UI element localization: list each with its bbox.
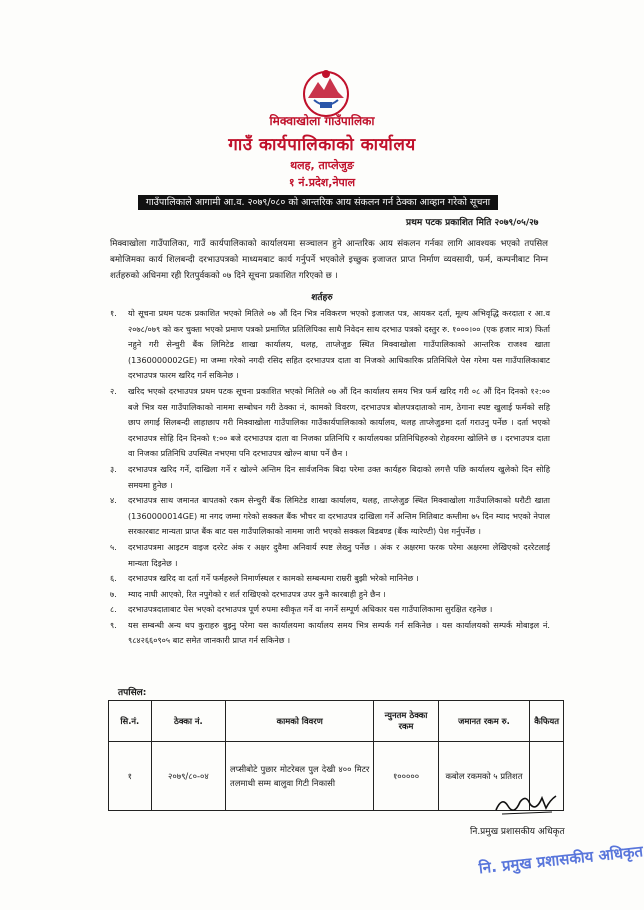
- condition-number: ७.: [110, 588, 117, 599]
- signature-icon: [492, 788, 562, 818]
- condition-number: १.: [110, 308, 117, 318]
- address-line-2: १ नं.प्रदेश,नेपाल: [288, 176, 356, 189]
- cell-min-amount: १०००००: [374, 742, 438, 811]
- condition-item: [110, 618, 550, 649]
- condition-text: यस सम्बन्धी अन्य थप कुराहरु बुझ्नु परेमा यस कार्यालयमा कार्यालय समय भित्र सम्पर्क गर्न सकिनेछ । यस कार्यालयको सम्पर्क मोबाइल नं. ९८४२६६०९०५ बाट समेत जानकारी प्राप्त गर्न सकिनेछ ।: [128, 619, 550, 646]
- condition-item: [110, 587, 550, 603]
- condition-item: [110, 306, 550, 384]
- condition-text: खरिद भएको दरभाउपत्र प्रथम पटक सूचना प्रकाशित भएको मितिले ०७ औं दिन कार्यालय समय भित्र फर्म खरिद गरी ०८ औं दिन दिनको १२:०० बजे भित्र यस गाउँपालिकाको नाममा सम्बोधन गरी ठेक्का नं, कामको विवरण, दरभाउपत्र बोलपत्रदाताको नाम, ठेगाना स्पष्ट खुलाई फर्मको सहि छाप लगाई सिलबन्दी लाहाछाप गरी मिक्वाखोला गाउँपालिका गाउँकार्यपालिकाको कार्यालय, थलह ताप्लेजुङमा दर्ता गराउनु पर्नेछ । दर्ता भएको दरभाउपत्र सोहि दिन दिनको १:०० बजे दरभाउपत्र दाता वा निजका प्रतिनिधि र कार्यालयका प्रतिनिधिहरुको रोहवरमा खोलिने छ । दरभाउपत्र दाता वा निजका प्रतिनिधि उपस्थित नभएमा पनि दरभाउपत्र खोल्न बाधा पर्ने छैन ।: [128, 385, 550, 459]
- nepal-emblem-icon: [300, 66, 352, 118]
- condition-text: दरभाउपत्रदाताबाट पेस भएको दरभाउपत्र पूर्ण रुपमा स्वीकृत गर्ने वा नगर्ने सम्पूर्ण अधिकार यस गाउँपालिकामा सुरक्षित रहनेछ ।: [128, 604, 493, 615]
- condition-number: ४.: [110, 495, 117, 506]
- cell-serial: १: [109, 742, 152, 811]
- signer-title: नि.प्रमुख प्रशासकीय अधिकृत: [470, 827, 565, 837]
- address-line-1: थलह, ताप्लेजुङ: [290, 159, 354, 172]
- condition-item: [110, 540, 550, 571]
- condition-number: ९.: [110, 619, 117, 630]
- condition-number: ५.: [110, 541, 117, 552]
- col-deposit: जमानत रकम रु.: [438, 701, 530, 742]
- condition-text: दरभाउपत्र खरिद वा दर्ता गर्ने फर्महरुले निमार्णस्थल र कामको सम्बन्धमा राम्ररी बुझी भरेको मानिनेछ ।: [128, 573, 419, 584]
- condition-item: [110, 493, 550, 540]
- condition-text: दरभाउपत्रमा आइटम वाइज दररेट अंक र अक्षर दुवैमा अनिवार्य स्पष्ट लेख्नु पर्नेछ । अंक र अक्षरमा फरक परेमा अक्षरमा लेखिएको दररेटलाई मान्यता दिइनेछ ।: [128, 541, 550, 568]
- condition-number: २.: [110, 385, 117, 396]
- notice-title: गाउँपालिकाले आगामी आ.व. २०७९/०८० को आन्तरिक आय संकलन गर्न ठेक्का आव्हान गरेको सूचना: [138, 195, 498, 210]
- conditions-list: [110, 306, 550, 649]
- condition-text: यो सूचना प्रथम पटक प्रकाशित भएको मितिले ०७ औं दिन भित्र नविकरण भएको इजाजत पत्र, आयकर दर्ता, मूल्य अभिवृद्धि करदाता र आ.व २०७८/०७९ को कर चुक्ता भएको प्रमाण पत्रको प्रमाणित प्रतिलिपिका साथै निवेदन साथ दरभाउ पत्रको दस्तुर रु. १०००।०० (एक हजार मात्र) फिर्ता नहुने गरी सेन्चुरी बैंक लिमिटेड शाखा कार्यालय, थलह, ताप्लेजुङ स्थित मिक्वाखोला गाउँपालिकाको आन्तरिक राजश्व खाता (1360000002GE) मा जम्मा गरेको नगदी रसिद सहित दरभाउपत्र दाता वा निजको आधिकारिक प्रतिनिधिले पेस गरेमा यस गाउँपालिकाबाट दरभाउपत्र फारम खरिद गर्न सकिनेछ ।: [128, 308, 550, 381]
- col-remarks: कैफियत: [530, 701, 564, 742]
- published-date: प्रथम पटक प्रकाशित मिति २०७९/०५/२७: [406, 218, 539, 228]
- condition-text: दरभाउपत्र खरिद गर्ने, दाखिला गर्ने र खोल्ने अन्तिम दिन सार्वजनिक बिदा परेमा उक्त कार्यहरु बिदाको लगत्तै पछि कार्यालय खुलेको दिन सोहि समयमा हुनेछ ।: [128, 463, 550, 490]
- cell-description: लप्सीबोटे पुछार मोटरेबल पुल देखी ४०० मिटर तलमाथी सम्म बालुवा गिटी निकासी: [226, 742, 374, 811]
- schedule-label: तपसिल:: [118, 688, 147, 698]
- condition-item: [110, 462, 550, 493]
- conditions-heading: शर्तहरु: [311, 293, 333, 303]
- office-name: गाउँ कार्यपालिकाको कार्यालय: [228, 135, 416, 155]
- condition-item: [110, 384, 550, 462]
- col-contract-no: ठेक्का नं.: [151, 701, 225, 742]
- condition-item: [110, 602, 550, 618]
- col-description: कामको विवरण: [226, 701, 374, 742]
- cell-contract-no: २०७९/८०-०४: [151, 742, 225, 811]
- intro-paragraph: मिक्वाखोला गाउँपालिका, गाउँ कार्यपालिकाको कार्यालयमा सञ्चालन हुने आन्तरिक आय संकलन गर्नका लागि आवश्यक भएको तपसिल बमोजिमका कार्य शिलबन्दी दरभाउपत्रको माध्यमबाट कार्य गर्नुपर्ने भएकोले इच्छुक इजाजत प्राप्त निर्माण व्यवसायी, फर्म, कम्पनीबाट निम्न शर्तहरुको अधिनमा रही रितपुर्वकको ०७ दिने सूचना प्रकाशित गरिएको छ ।: [110, 239, 548, 281]
- official-stamp-icon: [474, 836, 644, 878]
- cell-deposit: कबोल रकमको ५ प्रतिशत: [438, 742, 530, 811]
- stamp-text: नि. प्रमुख प्रशासकीय अधिकृत: [477, 842, 644, 878]
- municipality-name: मिक्वाखोला गाउँपालिका: [269, 114, 375, 128]
- col-min-amount: न्युनतम ठेक्का रकम: [374, 701, 438, 742]
- col-serial: सि.नं.: [109, 701, 152, 742]
- condition-text: म्याद नाघी आएको, रित नपुगेको र शर्त राखिएको दरभाउपत्र उपर कुनै कारबाही हुने छैन ।: [128, 588, 386, 599]
- condition-item: [110, 571, 550, 587]
- condition-number: ३.: [110, 463, 117, 474]
- condition-number: ८.: [110, 604, 117, 615]
- condition-text: दरभाउपत्र साथ जमानत बापतको रकम सेन्चुरी बैंक लिमिटेड शाखा कार्यालय, थलह, ताप्लेजुङ स्थित मिक्वाखोला गाउँपालिकाको धरौटी खाता (1360000014GE) मा नगद जम्मा गरेको सक्कल बैंक भौचर वा दरभाउपत्र दाखिला गर्ने अन्तिम मितिबाट कम्तीमा ७५ दिन म्याद भएको नेपाल सरकारबाट मान्यता प्राप्त बैंक बाट यस गाउँपालिकाको नाममा जारी भएको सक्कल बिडबण्ड (बैंक ग्यारेण्टी) पेश गर्नुपर्नेछ ।: [128, 495, 550, 537]
- condition-number: ६.: [110, 573, 117, 584]
- table-header-row: [109, 701, 564, 742]
